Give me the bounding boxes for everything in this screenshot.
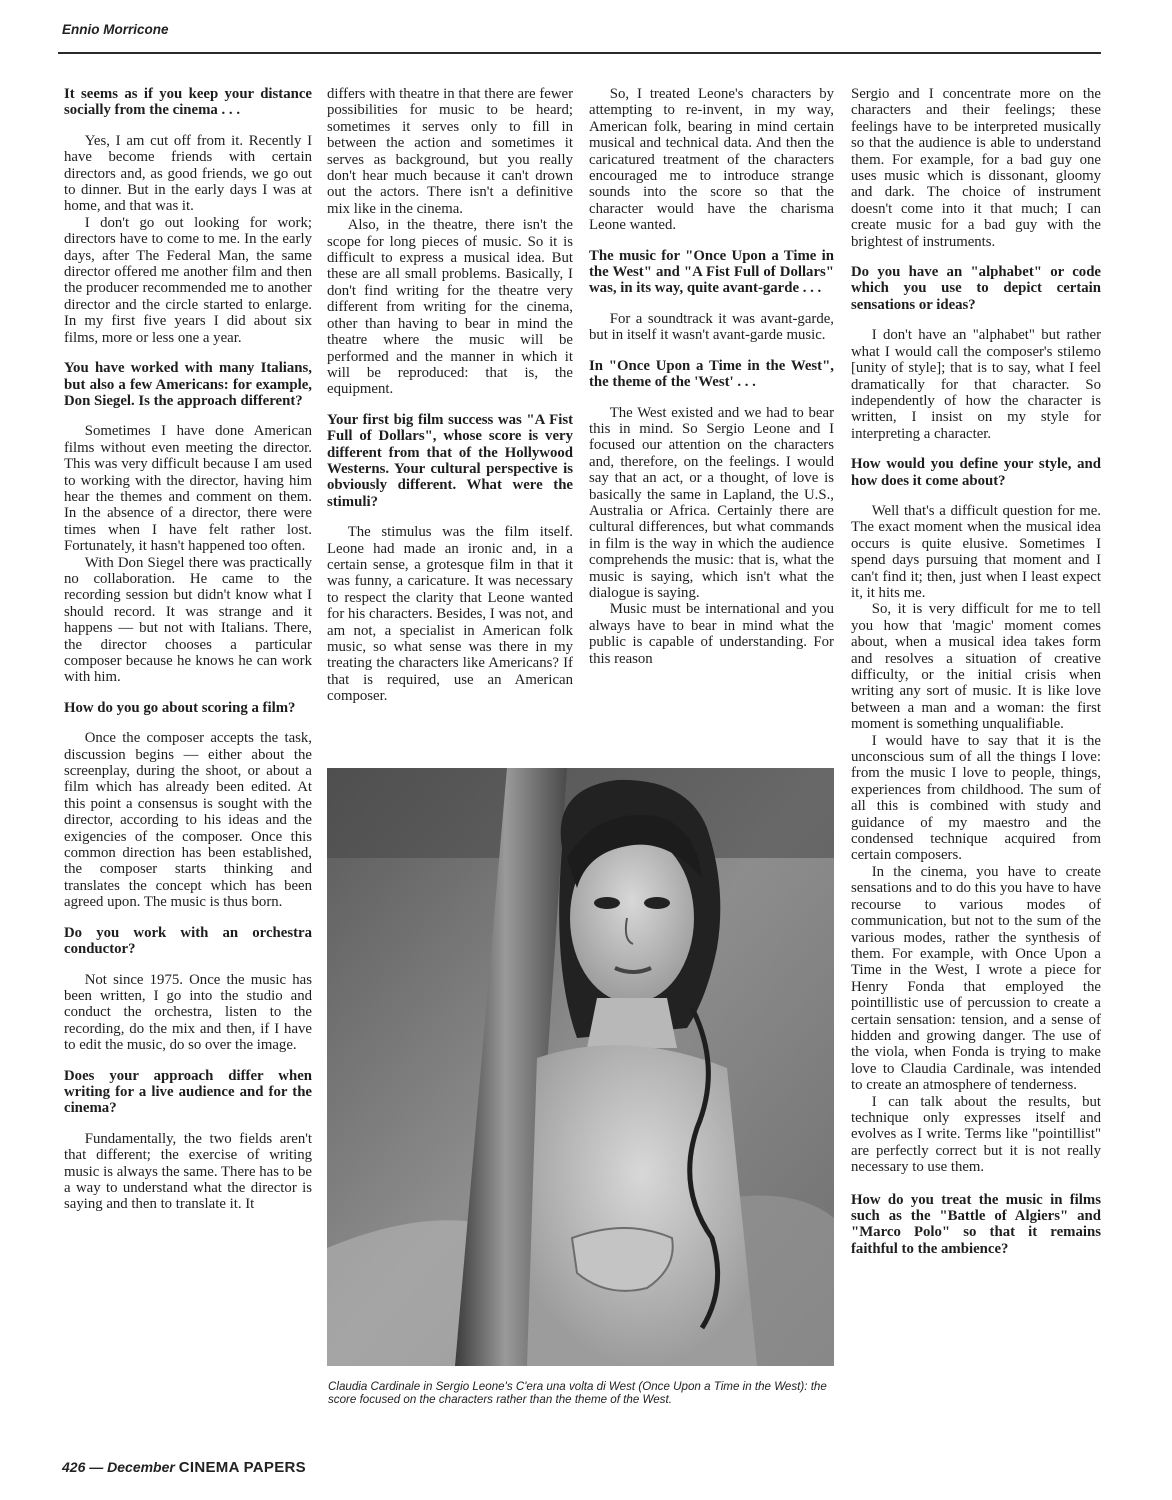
- answer-paragraph: I don't have an "alphabet" but rather what I would call the composer's stilemo [unity of style]; that is to say, what I feel dramatically for that character. So independently of how the character is written, I insist on my style for interpreting a character.: [851, 327, 1101, 442]
- answer-paragraph: Music must be international and you always have to bear in mind what the public is capable of understanding. For this reason: [589, 601, 834, 667]
- header-rule: [58, 52, 1101, 54]
- answer-paragraph-continued: Sergio and I concentrate more on the characters and their feelings; these feelings have to be interpreted musically so that the audience is able to understand them. For example, for a bad guy one uses music which is dissonant, gloomy and dark. The choice of instrument doesn't come into it that much; I can create music for a bad guy with the brightest of instruments.: [851, 86, 1101, 250]
- answer-paragraph: For a soundtrack it was avant-garde, but in itself it wasn't avant-garde music.: [589, 310, 834, 344]
- interview-question: Do you work with an orchestra conductor?: [64, 924, 312, 958]
- interview-question: In "Once Upon a Time in the West", the theme of the 'West' . . .: [589, 357, 834, 391]
- answer-paragraph: So, I treated Leone's characters by attempting to re-invent, in my way, American folk, bearing in mind certain musical and technical data. And then the caricatured treatment of the characters encouraged me to introduce strange sounds into the score so that the character would have the charisma Leone wanted.: [589, 86, 834, 234]
- answer-paragraph: I would have to say that it is the unconscious sum of all the things I love: from the music I love to people, things, experiences from childhood. The sum of all this is combined with study and guidance of my maestro and the condensed technique acquired from certain composers.: [851, 732, 1101, 864]
- article-column-2: [327, 86, 573, 705]
- magazine-name: CINEMA PAPERS: [178, 1459, 306, 1476]
- article-column-1: [64, 86, 312, 1213]
- answer-paragraph: Sometimes I have done American films without even meeting the director. This was very difficult because I am used to working with the director, having him hear the themes and comment on them. In the absence of a director, there were times when I have felt rather lost. Fortunately, it hasn't happened too often.: [64, 423, 312, 555]
- page-number: 426 — December: [62, 1459, 175, 1475]
- running-head: Ennio Morricone: [62, 22, 169, 37]
- interview-question: How do you treat the music in films such as the "Battle of Algiers" and "Marco Polo" so that it remains faithful to the ambience?: [851, 1191, 1101, 1257]
- answer-paragraph: In the cinema, you have to create sensations and to do this you have to have recourse to various modes of communication, but not to the sum of the various modes, rather the synthesis of them. For example, with Once Upon a Time in the West, I wrote a piece for Henry Fonda that employed the pointillistic use of percussion to create a certain sensation: tension, and a sense of hidden and growing danger. The use of the viola, when Fonda is trying to make love to Claudia Cardinale, was intended to create an atmosphere of tenderness.: [851, 863, 1101, 1094]
- answer-paragraph: Not since 1975. Once the music has been written, I go into the studio and conduct the orchestra, listen to the recording, do the mix and then, if I have to edit the music, do so over the image.: [64, 971, 312, 1054]
- answer-paragraph: Fundamentally, the two fields aren't that different; the exercise of writing music is always the same. There has to be a way to understand what the director is saying and then to translate it. It: [64, 1130, 312, 1213]
- answer-paragraph-continued: differs with theatre in that there are fewer possibilities for music to be heard; sometimes it serves only to fill in between the action and sometimes it serves as background, but you really don't hear much because it can't drown out the actors. There isn't a definitive mix like in the cinema.: [327, 86, 573, 217]
- article-column-4: [851, 86, 1101, 1257]
- interview-question: How would you define your style, and how does it come about?: [851, 456, 1101, 489]
- answer-paragraph: Yes, I am cut off from it. Recently I have become friends with certain directors and, as good friends, we go out to dinner. But in the early days I was at home, and that was it.: [64, 132, 312, 215]
- answer-paragraph: I can talk about the results, but technique only expresses itself and evolves as I write. Terms like "pointillist" are perfectly correct but it is not really necessary to use them.: [851, 1093, 1101, 1176]
- interview-question: It seems as if you keep your distance socially from the cinema . . .: [64, 86, 312, 119]
- answer-paragraph: With Don Siegel there was practically no collaboration. He came to the recording session but didn't know what I should record. It was strange and it happens — but not with Italians. There, the director chooses a particular composer because he knows he can work with him.: [64, 554, 312, 686]
- article-column-3: [589, 86, 834, 667]
- interview-question: The music for "Once Upon a Time in the West" and "A Fist Full of Dollars" was, in its way, quite avant-garde . . .: [589, 247, 834, 297]
- interview-question: You have worked with many Italians, but also a few Americans: for example, Don Siegel. Is the approach different?: [64, 360, 312, 409]
- answer-paragraph: Well that's a difficult question for me. The exact moment when the musical idea occurs is quite elusive. Sometimes I spend days pursuing that moment and I can't find it; then, just when I least expect it, it hits me.: [851, 502, 1101, 601]
- interview-question: Your first big film success was "A Fist Full of Dollars", whose score is very different from that of the Hollywood Westerns. Your cultural perspective is obviously different. What were the stimuli?: [327, 411, 573, 510]
- film-still-photo: [327, 768, 834, 1366]
- page-footer: [62, 1459, 306, 1476]
- answer-paragraph: The stimulus was the film itself. Leone had made an ironic and, in a certain sense, a grotesque film in that it was funny, a caricature. It was necessary to respect the clarity that Leone wanted for his characters. Besides, I was not, and am not, a specialist in American folk music, so what sense was there in my treating the characters like Americans? If that is required, use an American composer.: [327, 524, 573, 705]
- interview-question: Does your approach differ when writing for a live audience and for the cinema?: [64, 1067, 312, 1117]
- photo-caption: Claudia Cardinale in Sergio Leone's C'era una volta di West (Once Upon a Time in the West): the score focused on the characters rather than the theme of the West.: [328, 1380, 827, 1406]
- answer-paragraph: The West existed and we had to bear this in mind. So Sergio Leone and I focused our attention on the characters and, therefore, on the feelings. I would say that an act, or a thought, of love is basically the same in Lapland, the U.S., Australia or Africa. Certainly there are cultural differences, but what commands in film is the way in which the audience comprehends the music: that is, what the music is saying, which isn't what the dialogue is saying.: [589, 404, 834, 601]
- claudia-cardinale-photo: [327, 768, 834, 1366]
- interview-question: Do you have an "alphabet" or code which you use to depict certain sensations or ideas?: [851, 264, 1101, 313]
- interview-question: How do you go about scoring a film?: [64, 699, 296, 716]
- answer-paragraph: I don't go out looking for work; directors have to come to me. In the early days, after The Federal Man, the same director offered me another film and then the producer recommended me to another director and the circle started to enlarge. In my first five years I did about six films, more or less one a year.: [64, 214, 312, 346]
- answer-paragraph: Also, in the theatre, there isn't the scope for long pieces of music. So it is difficult to express a musical idea. But these are all small problems. Basically, I don't find writing for the theatre very different from writing for the cinema, other than having to bear in mind the theatre where the music will be performed and the manner in which it will be reproduced: that is, the equipment.: [327, 217, 573, 398]
- answer-paragraph: Once the composer accepts the task, discussion begins — either about the screenplay, during the shoot, or about a film which has already been edited. At this point a consensus is sought with the director, according to his ideas and the exigencies of the composer. Once this common direction has been established, the composer starts thinking and translates the concept which has been agreed upon. The music is thus born.: [64, 730, 312, 911]
- answer-paragraph: So, it is very difficult for me to tell you how that 'magic' moment comes about, when a musical idea takes form and resolves a situation of creative difficulty, or the initial crisis when writing any sort of music. It is like love between a man and a woman: the first moment is something unqualifiable.: [851, 601, 1101, 733]
